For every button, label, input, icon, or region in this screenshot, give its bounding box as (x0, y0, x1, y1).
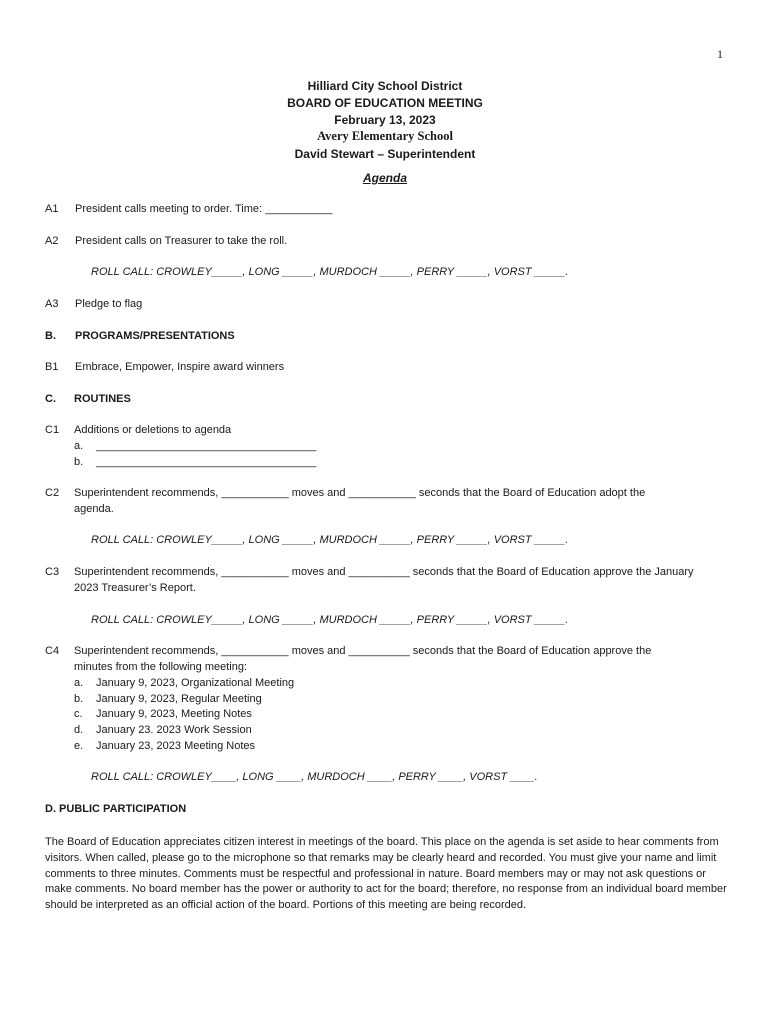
page-number: 1 (717, 47, 723, 61)
list-item-letter: e. (74, 740, 84, 752)
list-item-letter: b. (74, 693, 84, 705)
item-text-c1: Additions or deletions to agenda (74, 424, 232, 436)
section-title-d: D. PUBLIC PARTICIPATION (45, 803, 187, 815)
roll-call-a2: ROLL CALL: CROWLEY_____, LONG _____, MURDOCH _____, PERRY _____, VORST _____. (91, 266, 569, 278)
agenda-heading (0, 171, 770, 185)
meeting-title: BOARD OF EDUCATION MEETING (287, 96, 483, 110)
list-item-letter: c. (74, 708, 83, 720)
item-text-c2-line1: Superintendent recommends, ___________ moves and ___________ seconds that the Board of Education adopt the (74, 487, 646, 499)
section-label-b: B. (45, 330, 56, 342)
item-label-c4: C4 (45, 645, 60, 657)
roll-call-c4: ROLL CALL: CROWLEY____, LONG ____, MURDOCH ____, PERRY ____, VORST ____. (91, 771, 538, 783)
list-item-text: ____________________________________ (96, 440, 317, 452)
item-text-a3: Pledge to flag (75, 298, 143, 310)
meeting-date: February 13, 2023 (334, 113, 436, 127)
section-label-c: C. (45, 393, 56, 405)
item-text-c3-line1: Superintendent recommends, ___________ moves and __________ seconds that the Board of Education approve the January (74, 566, 694, 578)
roll-call-c3: ROLL CALL: CROWLEY_____, LONG _____, MURDOCH _____, PERRY _____, VORST _____. (91, 614, 569, 626)
list-item-text: January 23, 2023 Meeting Notes (96, 740, 255, 752)
item-label-a3: A3 (45, 298, 59, 310)
list-item-text: January 23. 2023 Work Session (96, 724, 252, 736)
meeting-location: Avery Elementary School (317, 129, 453, 143)
list-item-letter: a. (74, 440, 84, 452)
item-text-b1: Embrace, Empower, Inspire award winners (75, 361, 285, 373)
agenda-title: Agenda (362, 171, 407, 185)
section-title-c: ROUTINES (74, 393, 131, 405)
item-text-c3-line2: 2023 Treasurer’s Report. (74, 582, 196, 594)
list-item-letter: b. (74, 456, 84, 468)
list-item-letter: d. (74, 724, 84, 736)
item-text-c4-line2: minutes from the following meeting: (74, 661, 248, 673)
item-text-c2-line2: agenda. (74, 503, 114, 515)
list-item-text: January 9, 2023, Organizational Meeting (96, 677, 295, 689)
list-item-text: ____________________________________ (96, 456, 317, 468)
public-participation-paragraph: The Board of Education appreciates citizen interest in meetings of the board. This place on the agenda is set aside to hear comments from visitors. When called, please go to the microphone so that remarks may be clearly heard and recorded. You must give your name and limit comments to three minutes. Comments must be respectful and professional in nature. Board members may or may not ask questions or make comments. No board member has the power or authority to act for the board; therefore, no response from an individual board member should be interpreted as an official action of the board. Portions of this meeting are being recorded. (45, 836, 727, 912)
item-label-c1: C1 (45, 424, 60, 436)
item-label-a2: A2 (45, 235, 59, 247)
item-label-a1: A1 (45, 203, 59, 215)
district-name: Hilliard City School District (307, 79, 463, 93)
item-text-c4-line1: Superintendent recommends, ___________ moves and __________ seconds that the Board of Education approve the (74, 645, 652, 657)
list-item-letter: a. (74, 677, 84, 689)
item-text-a1: President calls meeting to order. Time: ___________ (75, 203, 333, 215)
item-label-b1: B1 (45, 361, 59, 373)
section-title-b: PROGRAMS/PRESENTATIONS (75, 330, 235, 342)
roll-call-c2: ROLL CALL: CROWLEY_____, LONG _____, MURDOCH _____, PERRY _____, VORST _____. (91, 534, 569, 546)
item-label-c2: C2 (45, 487, 60, 499)
list-item-text: January 9, 2023, Regular Meeting (96, 693, 262, 705)
item-label-c3: C3 (45, 566, 60, 578)
list-item-text: January 9, 2023, Meeting Notes (96, 708, 252, 720)
item-text-a2: President calls on Treasurer to take the roll. (75, 235, 288, 247)
superintendent-line: David Stewart – Superintendent (294, 147, 476, 161)
